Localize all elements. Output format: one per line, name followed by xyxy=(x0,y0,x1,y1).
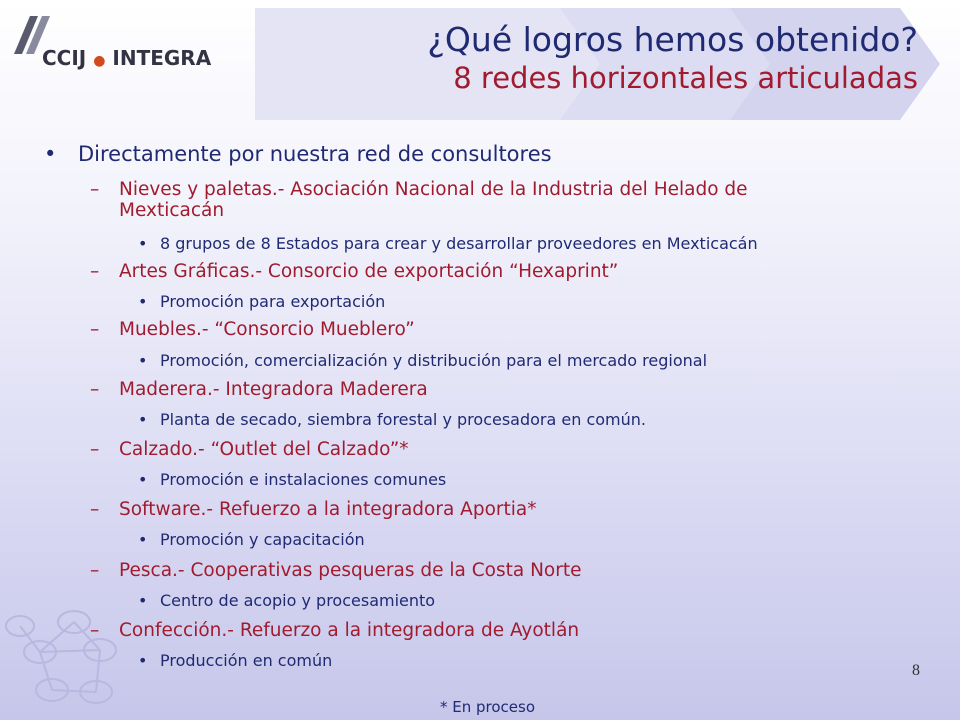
bullet-marker: • xyxy=(138,292,148,311)
subitem-text: Producción en común xyxy=(160,651,333,670)
dash-marker: – xyxy=(90,620,100,641)
item-label: Software.- Refuerzo a la integradora Aportia* xyxy=(119,499,537,520)
bullet-marker: • xyxy=(138,530,148,549)
bullet-marker: • xyxy=(138,651,148,670)
subitem-text: Promoción e instalaciones comunes xyxy=(160,470,447,489)
bullet-marker: • xyxy=(138,470,148,489)
bullet-marker: • xyxy=(138,351,148,370)
item-label-continuation: Mexticacán xyxy=(119,200,225,221)
page-number: 8 xyxy=(912,662,920,679)
bullet-marker: • xyxy=(138,234,148,253)
item-label: Maderera.- Integradora Maderera xyxy=(119,379,428,400)
item-label: Confección.- Refuerzo a la integradora de Ayotlán xyxy=(119,620,580,641)
title-subtitle: 8 redes horizontales articuladas xyxy=(453,61,918,95)
heading-text: Directamente por nuestra red de consultores xyxy=(78,142,552,166)
bullet-marker: • xyxy=(44,142,57,166)
item-label: Nieves y paletas.- Asociación Nacional de la Industria del Helado de xyxy=(119,179,748,200)
dash-marker: – xyxy=(90,499,100,520)
dash-marker: – xyxy=(90,261,100,282)
subitem-text: Planta de secado, siembra forestal y procesadora en común. xyxy=(160,410,646,429)
title-main: ¿Qué logros hemos obtenido? xyxy=(427,20,918,59)
bullet-marker: • xyxy=(138,591,148,610)
dash-marker: – xyxy=(90,179,100,200)
subitem-text: Promoción, comercialización y distribución para el mercado regional xyxy=(160,351,708,370)
item-label: Calzado.- “Outlet del Calzado”* xyxy=(119,439,409,460)
dash-marker: – xyxy=(90,439,100,460)
subitem-text: 8 grupos de 8 Estados para crear y desarrollar proveedores en Mexticacán xyxy=(160,234,758,253)
dash-marker: – xyxy=(90,379,100,400)
item-label: Muebles.- “Consorcio Mueblero” xyxy=(119,319,415,340)
subitem-text: Promoción y capacitación xyxy=(160,530,365,549)
subitem-text: Centro de acopio y procesamiento xyxy=(160,591,436,610)
logo-text: CCIJ ● INTEGRA xyxy=(42,46,212,70)
item-label: Artes Gráficas.- Consorcio de exportación “Hexaprint” xyxy=(119,261,619,282)
dash-marker: – xyxy=(90,319,100,340)
item-label: Pesca.- Cooperativas pesqueras de la Costa Norte xyxy=(119,560,582,581)
subitem-text: Promoción para exportación xyxy=(160,292,386,311)
dash-marker: – xyxy=(90,560,100,581)
bullet-marker: • xyxy=(138,410,148,429)
footnote: * En proceso xyxy=(440,698,536,716)
network-nodes-decoration xyxy=(0,590,140,720)
